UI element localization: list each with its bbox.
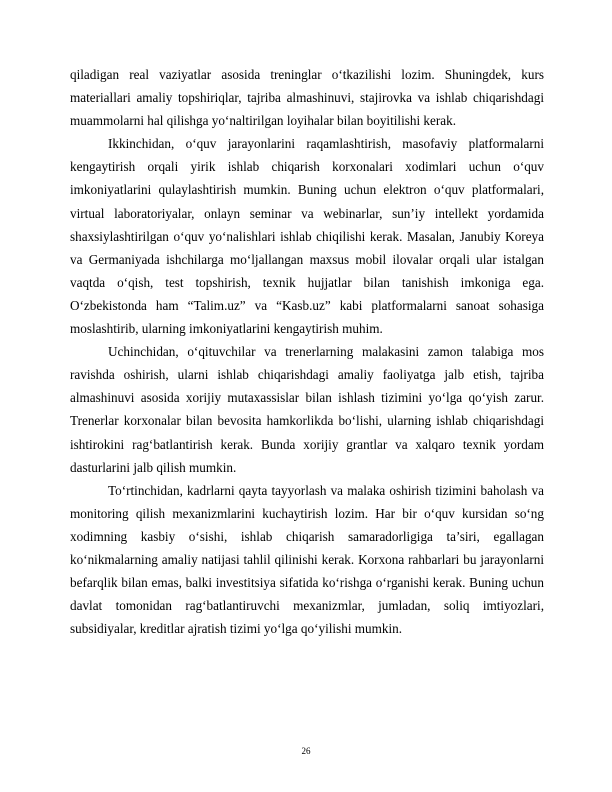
- paragraph-3: Uchinchidan, o‘qituvchilar va trenerlarning malakasini zamon talabiga mos ravishda oshirish, ularni ishlab chiqarishdagi amaliy faoliyatga jalb etish, tajriba almashinuvi asosida xorijiy mutaxassislar bilan ishlash tizimini yo‘lga qo‘yish zarur. Trenerlar korxonalar bilan bevosita hamkorlikda bo‘lishi, ularning ishlab chiqarishdagi ishtirokini rag‘batlantirish kerak. Bunda xorijiy grantlar va xalqaro texnik yordam dasturlarini jalb qilish mumkin.: [70, 344, 544, 475]
- page-number: 26: [301, 746, 311, 756]
- paragraph-1: qiladigan real vaziyatlar asosida treninglar o‘tkazilishi lozim. Shuningdek, kurs materiallari amaliy topshiriqlar, tajriba almashinuvi, stajirovka va ishlab chiqarishdagi muammolarni hal qilishga yo‘naltirilgan loyihalar bilan boyitilishi kerak.: [70, 67, 544, 129]
- paragraph-4: To‘rtinchidan, kadrlarni qayta tayyorlash va malaka oshirish tizimini baholash va monitoring qilish mexanizmlarini kuchaytirish lozim. Har bir o‘quv kursidan so‘ng xodimning kasbiy o‘sishi, ishlab chiqarish samaradorligiga ta’siri, egallagan ko‘nikmalarning amaliy natijasi tahlil qilinishi kerak. Korxona rahbarlari bu jarayonlarni befarqlik bilan emas, balki investitsiya sifatida ko‘rishga o‘rganishi kerak. Buning uchun davlat tomonidan rag‘batlantiruvchi mexanizmlar, jumladan, soliq imtiyozlari, subsidiyalar, kreditlar ajratish tizimi yo‘lga qo‘yilishi mumkin.: [70, 482, 544, 637]
- document-page: [70, 63, 544, 640]
- paragraph-2: Ikkinchidan, o‘quv jarayonlarini raqamlashtirish, masofaviy platformalarni kengaytirish orqali yirik ishlab chiqarish korxonalari xodimlari uchun o‘quv imkoniyatlarini qulaylashtirish mumkin. Buning uchun elektron o‘quv platformalari, virtual laboratoriyalar, onlayn seminar va webinarlar, sun’iy intellekt yordamida shaxsiylashtirilgan o‘quv yo‘nalishlari ishlab chiqilishi kerak. Masalan, Janubiy Koreya va Germaniyada ishchilarga mo‘ljallangan maxsus mobil ilovalar orqali ular istalgan vaqtda o‘qish, test topshirish, texnik hujjatlar bilan tanishish imkoniga ega. O‘zbekistonda ham “Talim.uz” va “Kasb.uz” kabi platformalarni sanoat sohasiga moslashtirib, ularning imkoniyatlarini kengaytirish muhim.: [70, 136, 544, 337]
